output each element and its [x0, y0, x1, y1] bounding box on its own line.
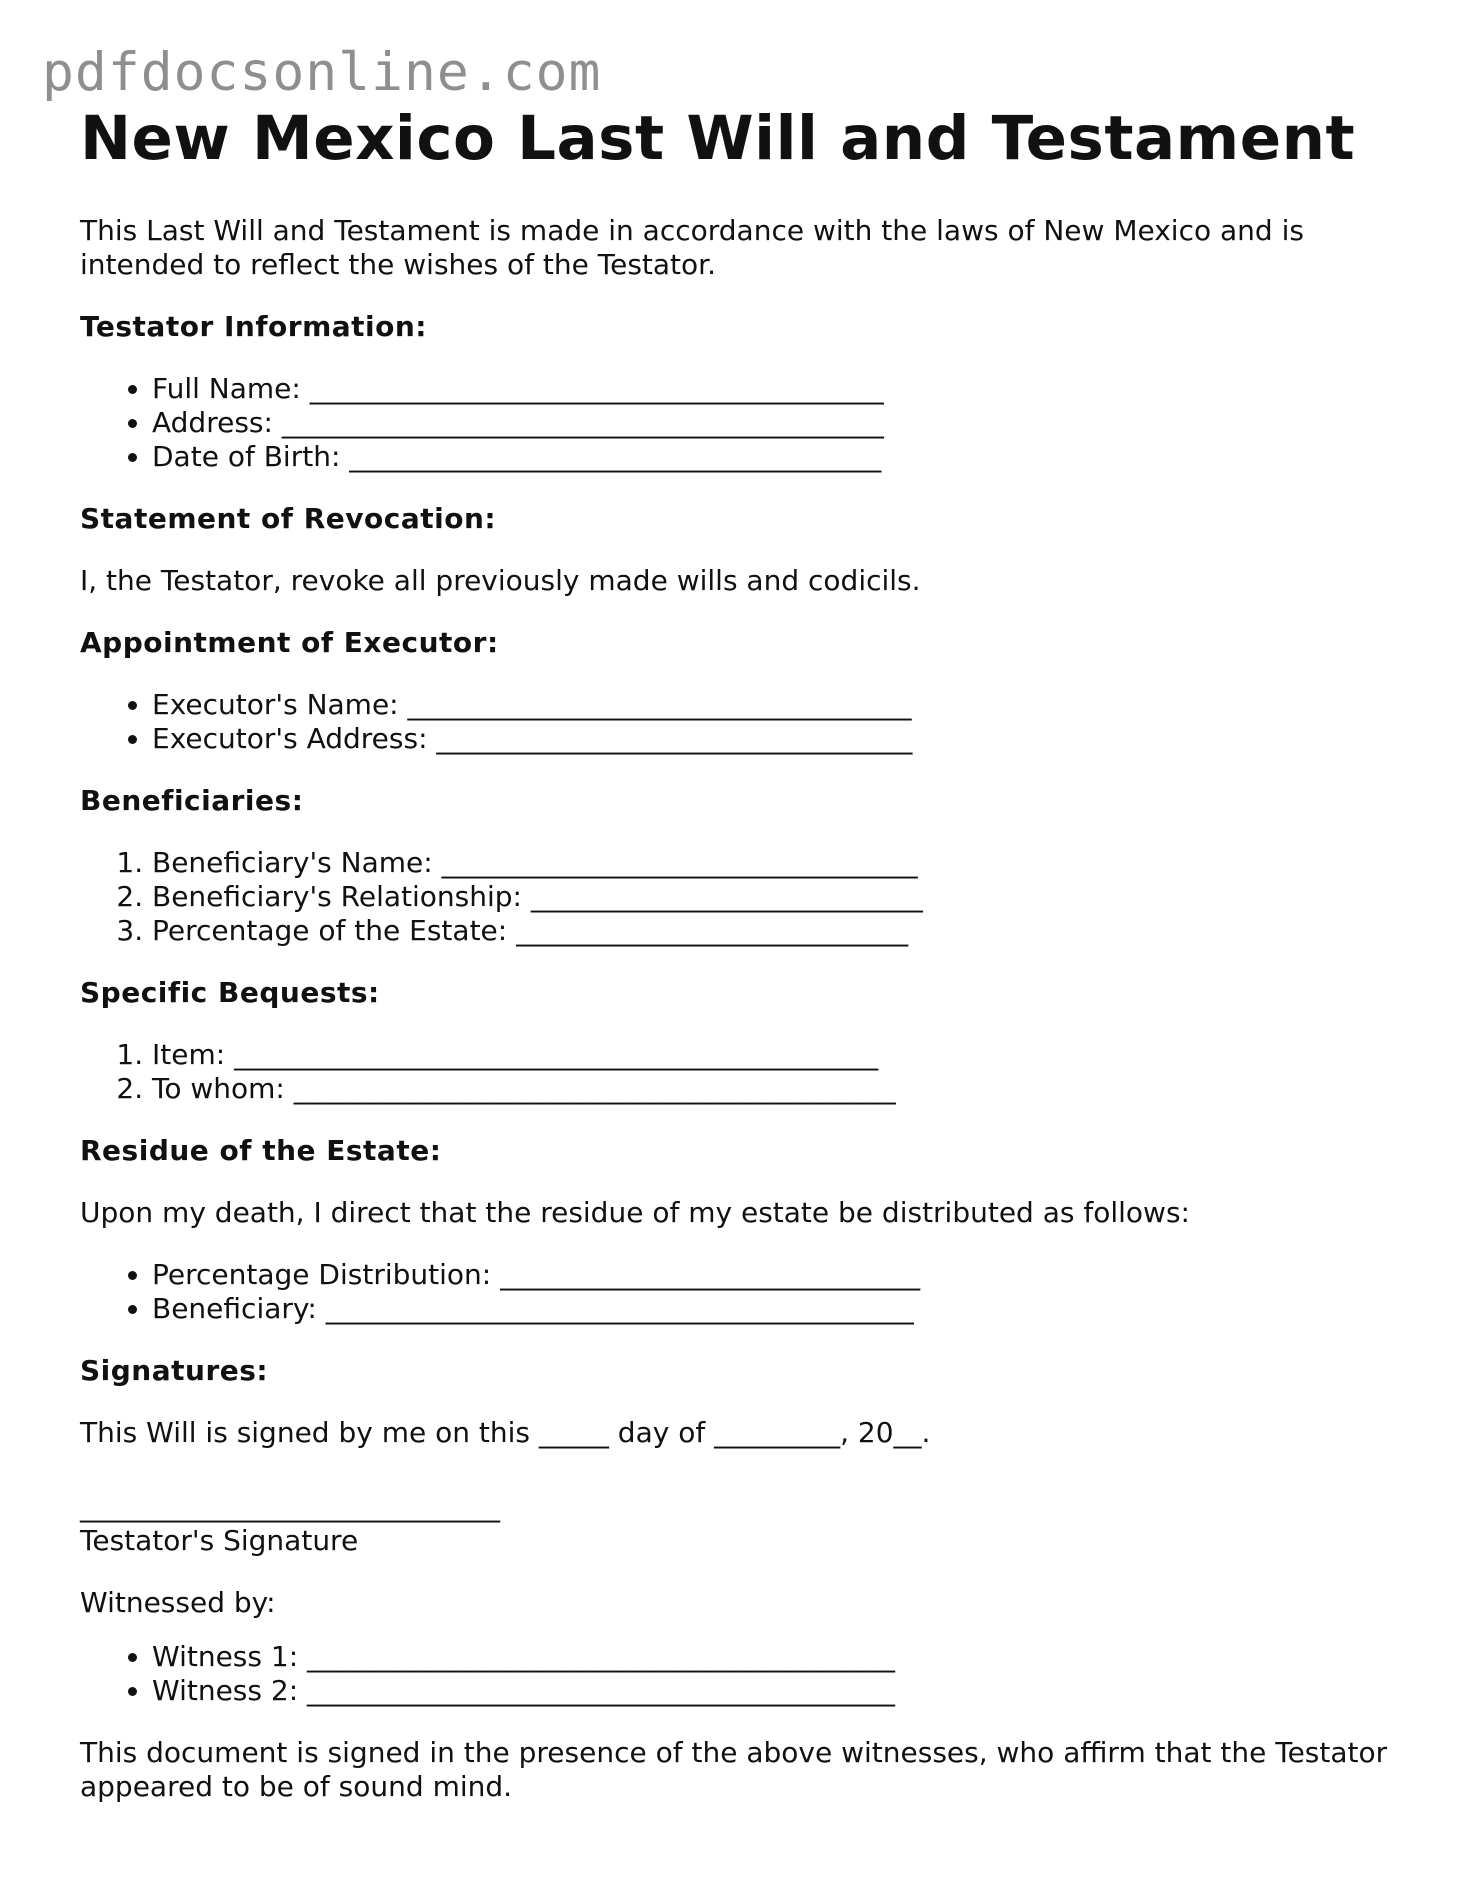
intro-paragraph: This Last Will and Testament is made in accordance with the laws of New Mexico and is intended to reflect the wishes of the Testator.	[80, 214, 1304, 281]
bequest-item-field[interactable]: 1. Item: ______________________________________________	[152, 1038, 1410, 1072]
date-of-birth-field[interactable]: • Date of Birth: ______________________________________	[152, 440, 1410, 474]
witness-list	[80, 1640, 1410, 1708]
page-title: New Mexico Last Will and Testament	[80, 103, 1356, 174]
testator-info-heading: Testator Information:	[80, 310, 427, 343]
witnessed-by-label: Witnessed by:	[80, 1586, 276, 1619]
beneficiaries-heading: Beneficiaries:	[80, 784, 304, 817]
testator-signature-label: Testator's Signature	[80, 1524, 359, 1557]
beneficiary-name-field[interactable]: 1. Beneficiary's Name: __________________________________	[152, 846, 1410, 880]
beneficiary-relationship-field[interactable]: 2. Beneficiary's Relationship: ____________________________	[152, 880, 1410, 914]
closing-paragraph: This document is signed in the presence of the above witnesses, who affirm that the Testator appeared to be of sound mind.	[80, 1736, 1388, 1803]
residue-list	[80, 1258, 1410, 1326]
residue-text: Upon my death, I direct that the residue of my estate be distributed as follows:	[80, 1196, 1190, 1229]
testator-info-list	[80, 372, 1410, 474]
bequests-list	[80, 1038, 1410, 1106]
residue-heading: Residue of the Estate:	[80, 1134, 442, 1167]
bequests-heading: Specific Bequests:	[80, 976, 380, 1009]
revocation-text: I, the Testator, revoke all previously made wills and codicils.	[80, 564, 921, 597]
testator-signature-line[interactable]: ______________________________	[80, 1490, 500, 1523]
witness-2-field[interactable]: • Witness 2: __________________________________________	[152, 1674, 1410, 1708]
executor-address-field[interactable]: • Executor's Address: __________________________________	[152, 722, 1410, 756]
witness-1-field[interactable]: • Witness 1: __________________________________________	[152, 1640, 1410, 1674]
estate-percentage-field[interactable]: 3. Percentage of the Estate: ____________________________	[152, 914, 1410, 948]
executor-name-field[interactable]: • Executor's Name: ____________________________________	[152, 688, 1410, 722]
revocation-heading: Statement of Revocation:	[80, 502, 497, 535]
bequest-recipient-field[interactable]: 2. To whom: ___________________________________________	[152, 1072, 1410, 1106]
beneficiaries-list	[80, 846, 1410, 948]
signatures-heading: Signatures:	[80, 1354, 269, 1387]
residue-beneficiary-field[interactable]: • Beneficiary: __________________________________________	[152, 1292, 1410, 1326]
executor-heading: Appointment of Executor:	[80, 626, 499, 659]
percentage-distribution-field[interactable]: • Percentage Distribution: ______________________________	[152, 1258, 1410, 1292]
executor-list	[80, 688, 1410, 756]
address-field[interactable]: • Address: ___________________________________________	[152, 406, 1410, 440]
full-name-field[interactable]: • Full Name: _________________________________________	[152, 372, 1410, 406]
will-document	[80, 104, 1410, 1804]
signing-date-text[interactable]: This Will is signed by me on this _____ day of _________, 20__.	[80, 1416, 931, 1449]
watermark: pdfdocsonline.com	[42, 42, 602, 103]
